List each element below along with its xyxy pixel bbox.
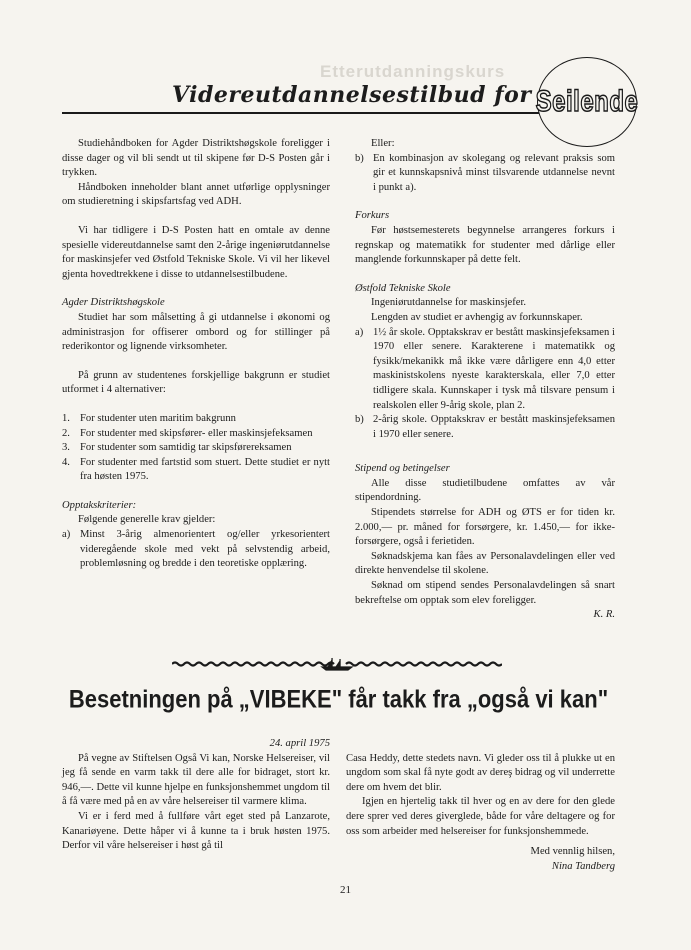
signature-kr: K. R. bbox=[593, 609, 615, 621]
article-closing: Med vennlig hilsen, bbox=[530, 846, 615, 858]
heading-forkurs: Forkurs bbox=[355, 210, 390, 222]
heading-ostfold: Østfold Tekniske Skole bbox=[355, 282, 451, 294]
header-rule bbox=[62, 112, 544, 114]
headline-badge bbox=[537, 57, 637, 147]
admission-list bbox=[62, 528, 330, 572]
paragraph-tidligere: Vi har tidligere i D-S Posten hatt en omtale av denne spesielle videreutdannelse samt den 2-årige ingeniørutdannelse for maskinsjefer ved Østfold Tekniske Skole. Vi vil her likevel gjenta hovedtrekkene i disse to utdannelsestilbudene. bbox=[62, 224, 330, 280]
article-right-column bbox=[346, 737, 615, 874]
bleed-through-text: Etterutdanningskurs bbox=[320, 62, 506, 81]
ornament-divider bbox=[172, 655, 502, 673]
heading-stipend: Stipend og betingelser bbox=[355, 463, 450, 475]
list-item: 1. For studenter uten maritim bakgrunn bbox=[62, 412, 236, 424]
right-column bbox=[355, 137, 615, 623]
paragraph-ostfold-2: Lengden av studiet er avhengig av forkunnskaper. bbox=[371, 311, 583, 323]
article-title: Besetningen på „VIBEKE" får takk fra „også vi kan" bbox=[68, 684, 609, 714]
article-signer-wrap bbox=[346, 860, 615, 875]
paragraph-malsetting: Studiet har som målsetting å gi utdannelse i økonomi og administrasjon for offiserer ombord og for stillinger på rederikontor og lignende virksomheter. bbox=[62, 311, 330, 353]
left-column bbox=[62, 137, 330, 572]
article-left-column bbox=[62, 737, 330, 854]
paragraph-stipend-3: Søknadskjema kan fåes av Personalavdelingen eller ved direkte henvendelse til skolene. bbox=[355, 550, 615, 577]
article-paragraph-1: På vegne av Stiftelsen Også Vi kan, Norske Helsereiser, vil jeg få sende en varm takk til dere alle for bidraget, stort kr. 946,—. Dette vil kunne hjelpe en funksjonshemmet ungdom til å få være med på en av våre helsereiser til varmere klima. bbox=[62, 752, 330, 808]
article-signer: Nina Tandberg bbox=[551, 860, 615, 872]
alternatives-list bbox=[62, 412, 330, 485]
paragraph-studiehandbok: Studiehåndboken for Agder Distriktshøgskole foreligger i disse dager og vil bli sendt ut til skipene før D-S Posten går i trykken. bbox=[62, 138, 330, 179]
heading-agder: Agder Distriktshøgskole bbox=[62, 297, 165, 309]
paragraph-handboken: Håndboken inneholder blant annet utførlige opplysninger om studieretning i skipsfartsfag ved ADH. bbox=[62, 181, 330, 208]
article-date: 24. april 1975 bbox=[269, 738, 330, 749]
paragraph-stipend-4: Søknad om stipend sendes Personalavdelingen så snart bekreftelse om opptak som elev foreligger. bbox=[355, 580, 615, 606]
article-paragraph-4: Igjen en hjertelig takk til hver og en av dere for den glede dere sprer ved deres giverglede, både for våre deltagere og for oss som arbeider med helsereiser for funksjonshemmede. bbox=[346, 796, 615, 837]
article-paragraph-2: Vi er i ferd med å fullføre vårt eget sted på Lanzarote, Kanariøyene. Dette håper vi å kunne ta i bruk høsten 1975. Derfor vil våre helsereiser i høst gå til bbox=[62, 810, 330, 852]
list-item: 3. For studenter som samtidig tar skipsførereksamen bbox=[62, 442, 292, 454]
paragraph-bakgrunn: På grunn av studentenes forskjellige bakgrunn er studiet utformet i 4 alternativer: bbox=[62, 369, 330, 396]
paragraph-krav: Følgende generelle krav gjelder: bbox=[78, 514, 216, 526]
paragraph-ostfold-1: Ingeniørutdannelse for maskinsjefer. bbox=[371, 297, 527, 309]
paragraph-eller: Eller: bbox=[371, 138, 395, 149]
paragraph-forkurs: Før høstsemesterets begynnelse arrangeres forkurs i regnskap og matematikk for studenter med dårlige eller manglende forkunnskaper på dette felt. bbox=[355, 224, 615, 266]
list-item: b) En kombinasjon av skolegang og relevant praksis som gir et kunnskapsnivå minst tilsvarende utdannelse nevnt i punkt a). bbox=[355, 152, 615, 193]
admission-list-b bbox=[355, 152, 615, 196]
heading-opptakskriterier: Opptakskriterier: bbox=[62, 499, 137, 511]
badge-label: Seilende bbox=[535, 84, 639, 119]
ostfold-list bbox=[355, 326, 615, 443]
paragraph-stipend-1: Alle disse studietilbudene omfattes av vår stipendordning. bbox=[355, 477, 615, 504]
list-item: 2. For studenter med skipsfører- eller maskinsjefeksamen bbox=[62, 427, 313, 439]
list-item: b) 2-årig skole. Opptakskrav er bestått maskinsjefeksamen i 1970 eller senere. bbox=[355, 414, 615, 440]
list-item: 4. For studenter med fartstid som stuert. Dette studiet er nytt fra høsten 1975. bbox=[62, 456, 330, 483]
paragraph-stipend-2: Stipendets størrelse for ADH og ØTS er for tiden kr. 2.000,— pr. måned for forsørgere, kr. 1.450,— for ikke-forsørgere, også i ferietiden. bbox=[355, 507, 615, 548]
list-item: a) Minst 3-årig almenorientert og/eller yrkesorientert videregående skole med vekt på selvstendig arbeid, problemløsning og bredde i den teoretiske opplæring. bbox=[62, 529, 330, 570]
page-number: 21 bbox=[340, 884, 351, 896]
page-headline: Videreutdannelsestilbud for bbox=[172, 82, 532, 108]
list-item: a) 1½ år skole. Opptakskrav er bestått maskinsjefeksamen i 1970 eller senere. Karakterene i matematikk og fysikk/mekanikk må ikke være dårligere enn 4,0 etter maskinistskolens nyeste karakterskala, eller 7,0 etter tidligere skala. Kunnskaper i tysk må tilsvare pensum i realskolen eller 9-årig skole, plan 2. bbox=[355, 326, 615, 411]
article-paragraph-3: Casa Heddy, dette stedets navn. Vi gleder oss til å plukke ut en ungdom som skal få nyte godt av dereş bidrag og vil underrette dere om hvem det blir. bbox=[346, 752, 615, 793]
